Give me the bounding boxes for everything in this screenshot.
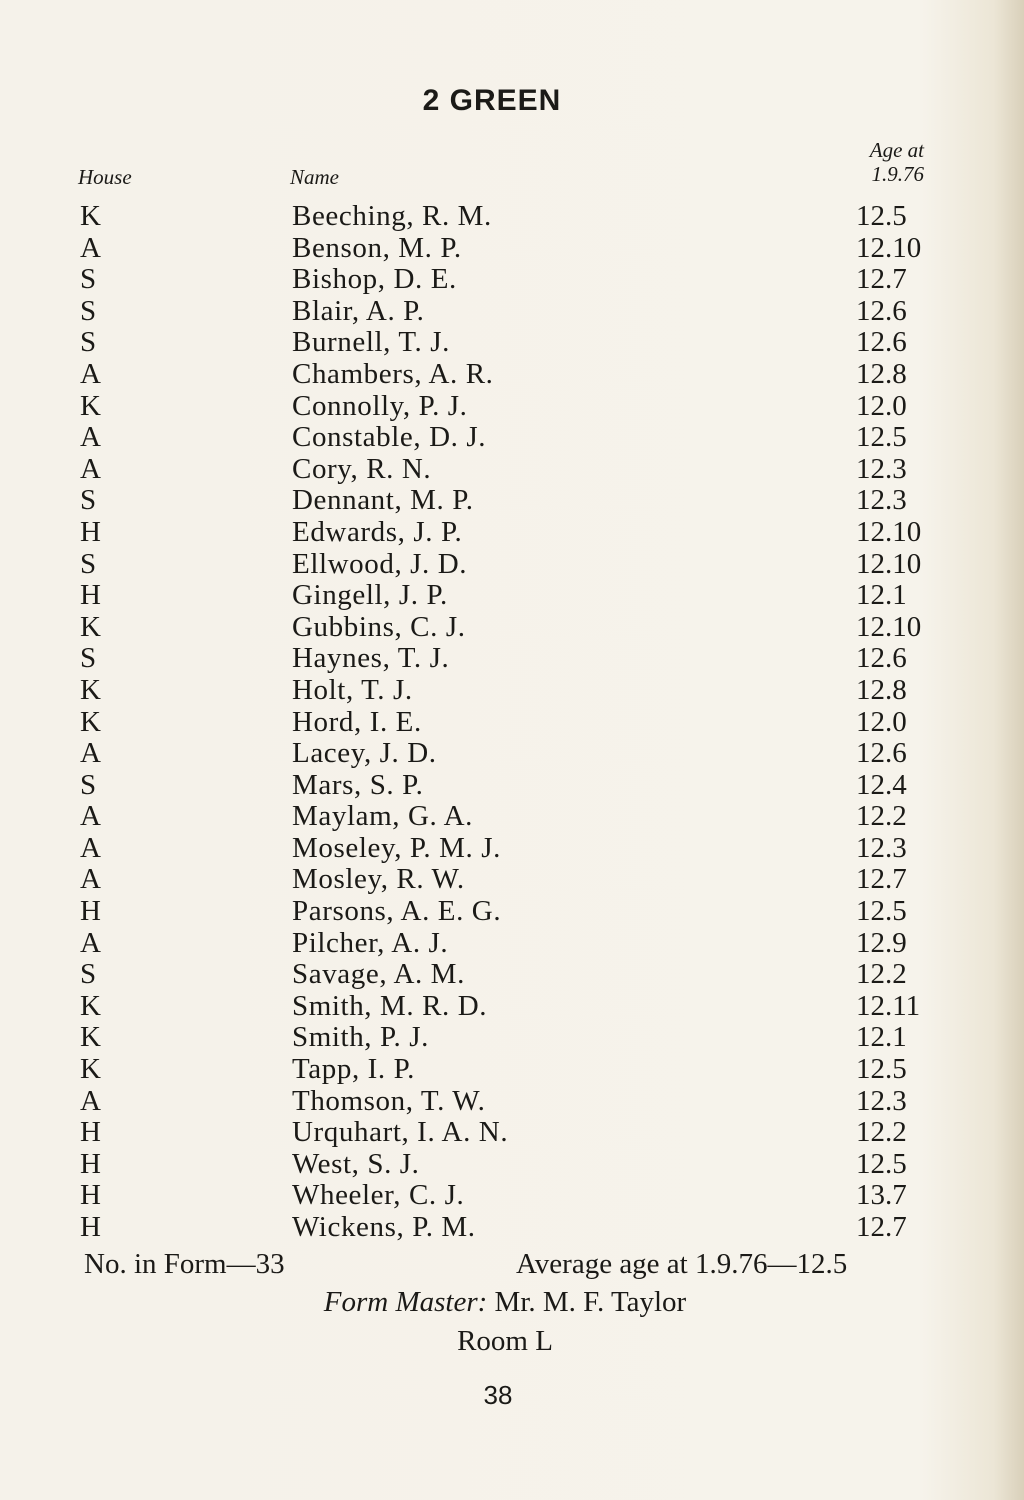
house-cell: K [80, 1053, 101, 1086]
age-cell: 12.10 [856, 547, 922, 580]
name-cell: Urquhart, I. A. N. [292, 1116, 509, 1149]
house-cell: S [80, 294, 97, 327]
age-cell: 12.8 [856, 673, 907, 706]
table-row [0, 1149, 1024, 1181]
room: Room L [457, 1325, 553, 1357]
house-cell: H [80, 1179, 101, 1212]
house-cell: H [80, 515, 101, 548]
age-cell: 13.7 [856, 1179, 907, 1212]
form-count: No. in Form—33 [84, 1248, 285, 1280]
table-row [0, 391, 1024, 423]
house-cell: A [80, 452, 101, 485]
age-cell: 12.5 [856, 1147, 907, 1180]
house-cell: A [80, 1084, 101, 1117]
name-cell: Wickens, P. M. [292, 1211, 476, 1243]
name-cell: Mosley, R. W. [292, 863, 465, 896]
house-cell: A [80, 863, 101, 896]
table-row [0, 264, 1024, 296]
age-cell: 12.10 [856, 610, 922, 643]
table-row [0, 612, 1024, 644]
age-cell: 12.1 [856, 1021, 907, 1054]
age-cell: 12.6 [856, 326, 907, 359]
table-row [0, 991, 1024, 1023]
name-cell: Maylam, G. A. [292, 800, 473, 833]
house-cell: A [80, 831, 101, 864]
name-cell: Burnell, T. J. [292, 326, 450, 359]
name-cell: Hord, I. E. [292, 705, 422, 738]
table-row [0, 770, 1024, 802]
name-cell: Pilcher, A. J. [292, 926, 449, 959]
name-cell: Thomson, T. W. [292, 1084, 486, 1117]
name-cell: Haynes, T. J. [292, 642, 450, 675]
name-cell: Tapp, I. P. [292, 1053, 415, 1086]
table-row [0, 1054, 1024, 1086]
age-header-line2: 1.9.76 [871, 162, 924, 186]
table-row [0, 833, 1024, 865]
age-cell: 12.3 [856, 452, 907, 485]
table-row [0, 1117, 1024, 1149]
name-cell: Mars, S. P. [292, 768, 424, 801]
house-cell: S [80, 958, 97, 991]
age-cell: 12.7 [856, 863, 907, 896]
name-cell: Bishop, D. E. [292, 263, 457, 296]
name-cell: West, S. J. [292, 1147, 420, 1180]
age-cell: 12.6 [856, 642, 907, 675]
age-cell: 12.3 [856, 831, 907, 864]
house-column-header: House [78, 165, 132, 189]
age-cell: 12.5 [856, 1053, 907, 1086]
house-cell: K [80, 705, 101, 738]
table-row [0, 517, 1024, 549]
table-row [0, 643, 1024, 675]
house-cell: S [80, 326, 97, 359]
table-row [0, 864, 1024, 896]
name-cell: Smith, M. R. D. [292, 989, 488, 1022]
age-cell: 12.6 [856, 294, 907, 327]
age-cell: 12.6 [856, 737, 907, 770]
table-row [0, 296, 1024, 328]
house-cell: K [80, 610, 101, 643]
house-cell: K [80, 989, 101, 1022]
age-cell: 12.9 [856, 926, 907, 959]
name-cell: Edwards, J. P. [292, 515, 463, 548]
age-cell: 12.11 [856, 989, 921, 1022]
name-cell: Gubbins, C. J. [292, 610, 466, 643]
form-master [0, 1286, 1010, 1319]
house-cell: H [80, 1116, 101, 1149]
name-cell: Benson, M. P. [292, 231, 462, 264]
table-row [0, 454, 1024, 486]
table-row [0, 801, 1024, 833]
age-cell: 12.3 [856, 484, 907, 517]
house-cell: A [80, 421, 101, 454]
table-row [0, 359, 1024, 391]
age-cell: 12.7 [856, 263, 907, 296]
table-row [0, 201, 1024, 233]
house-cell: S [80, 768, 97, 801]
name-cell: Blair, A. P. [292, 294, 425, 327]
student-list [0, 201, 1024, 1244]
house-cell: H [80, 1211, 101, 1243]
name-cell: Savage, A. M. [292, 958, 465, 991]
name-cell: Gingell, J. P. [292, 579, 448, 612]
page-title: 2 GREEN [422, 84, 562, 117]
house-cell: K [80, 673, 101, 706]
table-row [0, 485, 1024, 517]
age-cell: 12.8 [856, 357, 907, 390]
table-row [0, 959, 1024, 991]
name-cell: Wheeler, C. J. [292, 1179, 465, 1212]
name-cell: Ellwood, J. D. [292, 547, 468, 580]
age-cell: 12.1 [856, 579, 907, 612]
age-header-line1: Age at [869, 138, 924, 162]
form-master-label: Form Master: [323, 1286, 488, 1318]
table-row [0, 738, 1024, 770]
table-row [0, 1180, 1024, 1212]
house-cell: A [80, 357, 101, 390]
age-column-header [870, 138, 924, 186]
name-cell: Cory, R. N. [292, 452, 432, 485]
house-cell: S [80, 642, 97, 675]
house-cell: S [80, 484, 97, 517]
age-cell: 12.5 [856, 421, 907, 454]
house-cell: S [80, 263, 97, 296]
table-row [0, 928, 1024, 960]
table-row [0, 675, 1024, 707]
age-cell: 12.2 [856, 1116, 907, 1149]
table-row [0, 549, 1024, 581]
name-cell: Holt, T. J. [292, 673, 413, 706]
table-row [0, 896, 1024, 928]
average-age: Average age at 1.9.76—12.5 [516, 1248, 848, 1280]
name-cell: Constable, D. J. [292, 421, 487, 454]
name-cell: Lacey, J. D. [292, 737, 437, 770]
house-cell: A [80, 926, 101, 959]
house-cell: S [80, 547, 97, 580]
age-cell: 12.10 [856, 231, 922, 264]
table-row [0, 1022, 1024, 1054]
form-master-name: Mr. M. F. Taylor [494, 1286, 687, 1318]
house-cell: H [80, 1147, 101, 1180]
age-cell: 12.0 [856, 389, 907, 422]
house-cell: K [80, 1021, 101, 1054]
age-cell: 12.5 [856, 895, 907, 928]
house-cell: A [80, 231, 101, 264]
name-cell: Dennant, M. P. [292, 484, 474, 517]
table-row [0, 1086, 1024, 1118]
name-cell: Chambers, A. R. [292, 357, 494, 390]
house-cell: H [80, 579, 101, 612]
house-cell: A [80, 737, 101, 770]
name-cell: Beeching, R. M. [292, 200, 492, 232]
table-row [0, 707, 1024, 739]
age-cell: 12.2 [856, 958, 907, 991]
name-cell: Parsons, A. E. G. [292, 895, 502, 928]
table-row [0, 422, 1024, 454]
table-row [0, 1212, 1024, 1244]
name-cell: Smith, P. J. [292, 1021, 429, 1054]
age-cell: 12.3 [856, 1084, 907, 1117]
name-cell: Connolly, P. J. [292, 389, 468, 422]
age-cell: 12.5 [856, 200, 907, 232]
age-cell: 12.7 [856, 1211, 907, 1243]
age-cell: 12.0 [856, 705, 907, 738]
table-row [0, 327, 1024, 359]
house-cell: K [80, 200, 101, 232]
table-row [0, 233, 1024, 265]
age-cell: 12.10 [856, 515, 922, 548]
house-cell: A [80, 800, 101, 833]
name-column-header: Name [290, 165, 339, 189]
house-cell: H [80, 895, 101, 928]
page-number: 38 [483, 1380, 513, 1410]
house-cell: K [80, 389, 101, 422]
table-row [0, 580, 1024, 612]
age-cell: 12.4 [856, 768, 907, 801]
age-cell: 12.2 [856, 800, 907, 833]
name-cell: Moseley, P. M. J. [292, 831, 501, 864]
